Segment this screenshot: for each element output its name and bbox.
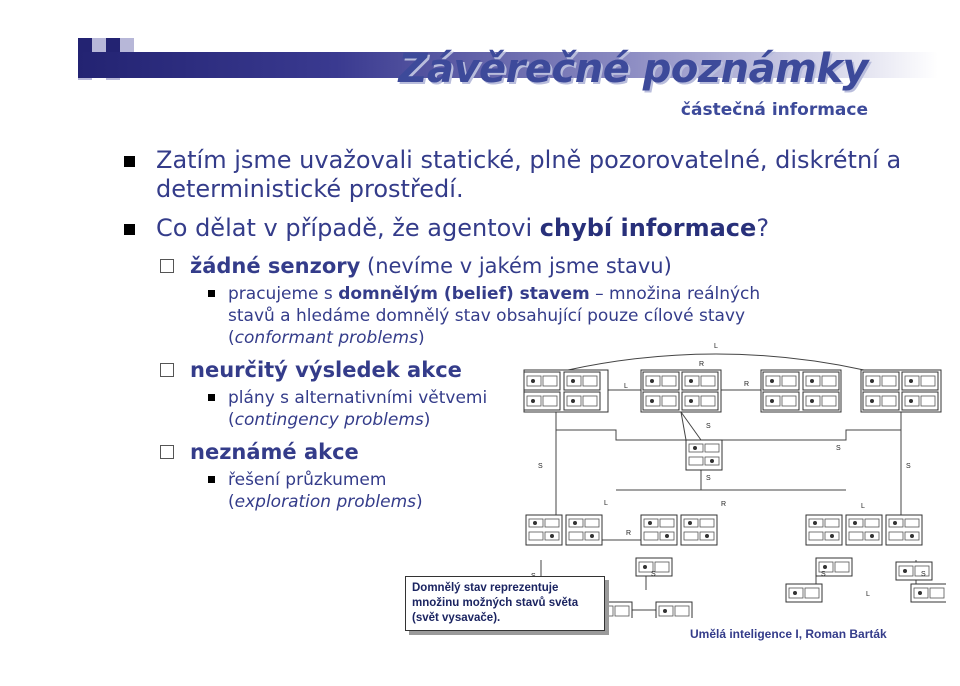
svg-text:S: S xyxy=(706,423,711,430)
square-bullet-icon xyxy=(124,156,135,167)
svg-text:L: L xyxy=(624,383,628,390)
checkbox-icon xyxy=(160,259,174,273)
diagram-caption: Domnělý stav reprezentuje množinu možných stavů světa (svět vysavače). xyxy=(405,576,605,631)
item-contingency: plány s alternativními větvemi (contingency problems) xyxy=(120,387,920,431)
item-exploration: řešení průzkumem (exploration problems) xyxy=(120,469,920,513)
square-bullet-icon xyxy=(208,476,215,483)
svg-text:R: R xyxy=(744,381,750,388)
bullet-2: Co dělat v případě, že agentovi chybí informace? xyxy=(120,214,920,243)
svg-text:L: L xyxy=(714,343,718,350)
subbullet-unknown-actions: neznámé akce xyxy=(120,439,920,465)
slide-title: Závěrečné poznámky xyxy=(398,46,868,92)
svg-text:R: R xyxy=(699,361,705,368)
svg-text:S: S xyxy=(921,571,926,578)
belief-state-box xyxy=(641,370,721,412)
square-bullet-icon xyxy=(208,394,215,401)
svg-text:S: S xyxy=(651,571,656,578)
svg-text:R: R xyxy=(626,530,632,537)
checkbox-icon xyxy=(160,445,174,459)
svg-text:L: L xyxy=(866,591,870,598)
item-belief-state: pracujeme s domnělým (belief) stavem – množina reálných stavů a hledáme domnělý stav obsahující pouze cílové stavy (conformant problems) xyxy=(120,283,788,349)
belief-state-box xyxy=(861,370,941,412)
slide-subtitle: částečná informace xyxy=(680,100,868,120)
svg-text:S: S xyxy=(836,445,841,452)
square-bullet-icon xyxy=(208,290,215,297)
subbullet-no-sensors: žádné senzory (nevíme v jakém jsme stavu) xyxy=(120,253,920,279)
subbullet-nondeterministic: neurčitý výsledek akce xyxy=(120,357,920,383)
svg-text:S: S xyxy=(706,475,711,482)
belief-state-box xyxy=(761,370,841,412)
bullet-1: Zatím jsme uvažovali statické, plně pozorovatelné, diskrétní a deterministické prostředí. xyxy=(120,146,920,204)
svg-text:S: S xyxy=(538,463,543,470)
svg-text:S: S xyxy=(821,571,826,578)
svg-text:L: L xyxy=(604,500,608,507)
checkbox-icon xyxy=(160,363,174,377)
svg-text:S: S xyxy=(906,463,911,470)
belief-state-box xyxy=(524,370,608,412)
slide-footer: Umělá inteligence I, Roman Barták xyxy=(690,627,887,641)
svg-text:R: R xyxy=(721,501,727,508)
square-bullet-icon xyxy=(124,224,135,235)
svg-text:L: L xyxy=(861,503,865,510)
